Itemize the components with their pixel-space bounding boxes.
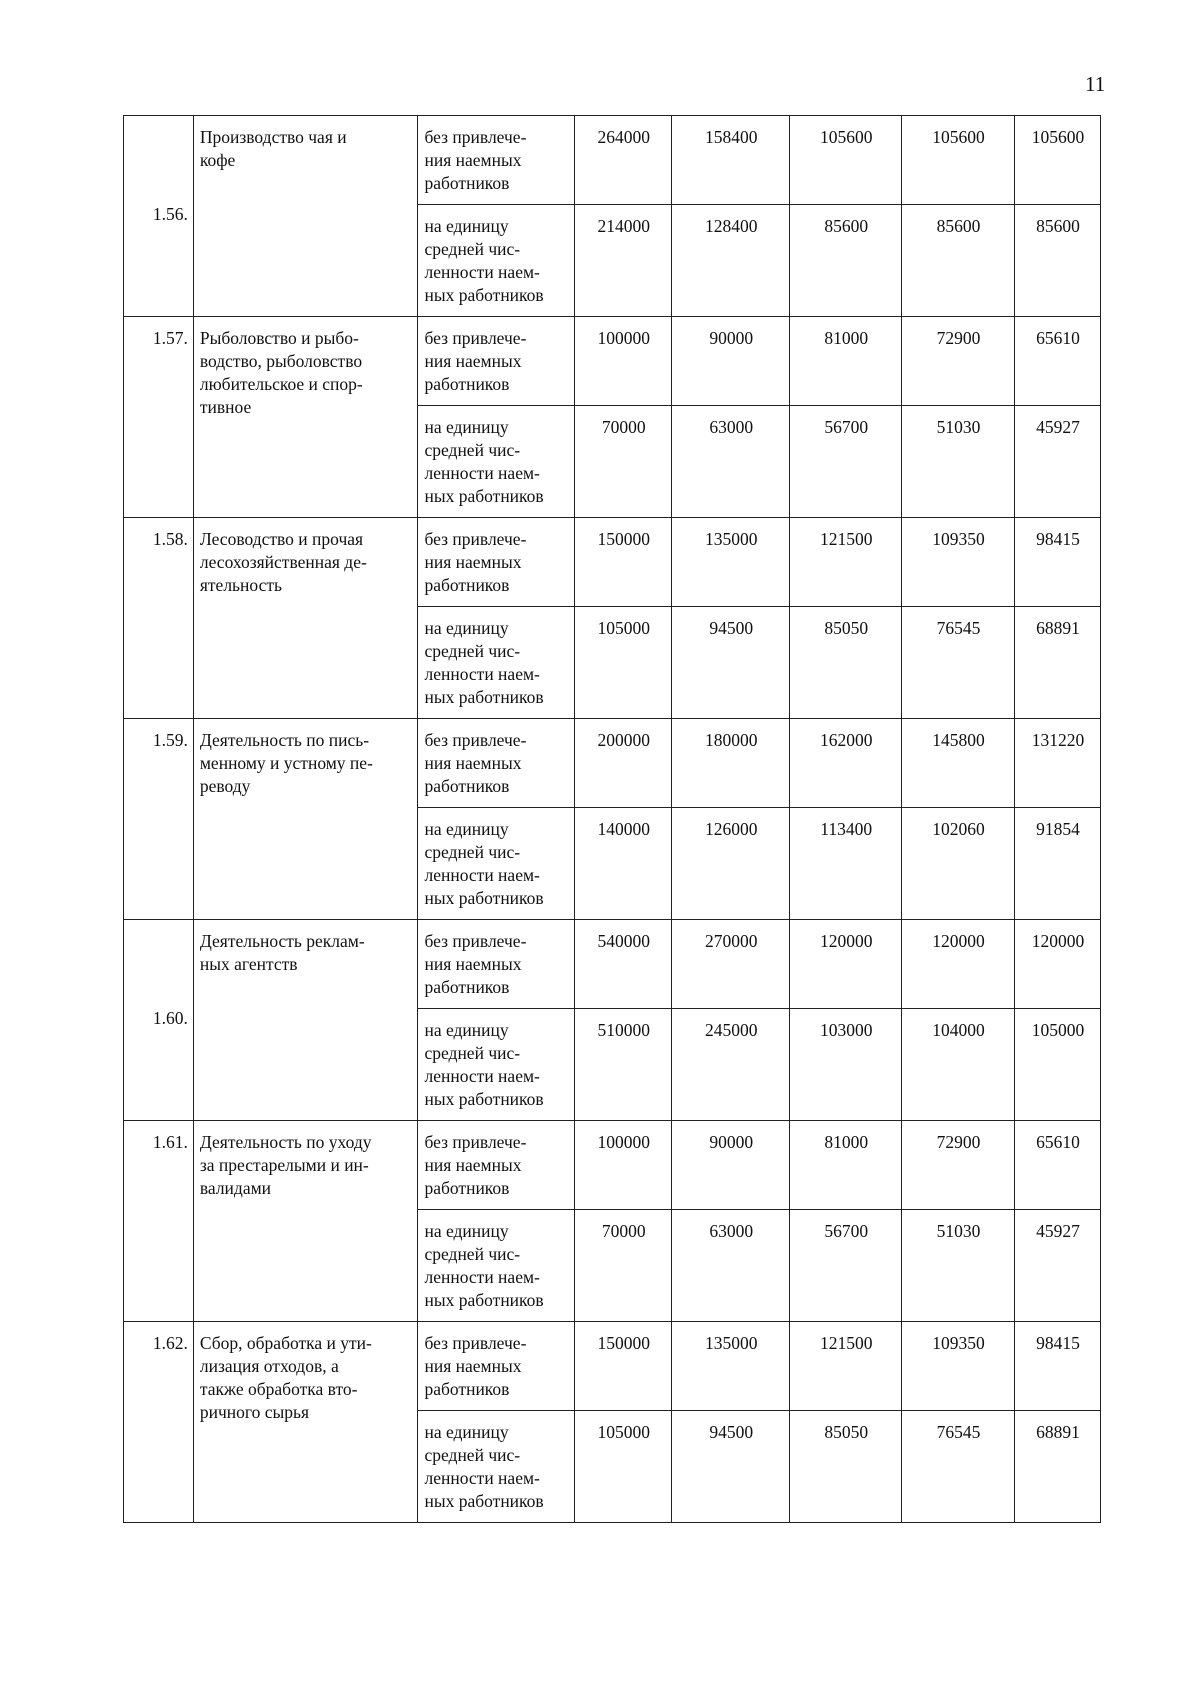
value-cell: 45927 <box>1014 1210 1100 1322</box>
row-code: 1.58. <box>124 518 194 719</box>
value-cell: 180000 <box>672 719 790 808</box>
condition-cell: на единицу средней чис- ленности наем- ных работников <box>418 205 575 317</box>
value-cell: 94500 <box>672 1411 790 1523</box>
value-cell: 270000 <box>672 920 790 1009</box>
activity-name: Деятельность по пись- менному и устному пе- реводу <box>193 719 418 920</box>
value-cell: 85600 <box>790 205 902 317</box>
value-cell: 56700 <box>790 1210 902 1322</box>
table-row <box>124 1121 1101 1210</box>
value-cell: 510000 <box>575 1009 672 1121</box>
value-cell: 70000 <box>575 406 672 518</box>
row-code: 1.60. <box>124 920 194 1121</box>
table-row <box>124 920 1101 1009</box>
activity-name: Рыболовство и рыбо- водство, рыболовство любительское и спор- тивное <box>193 317 418 518</box>
value-cell: 45927 <box>1014 406 1100 518</box>
value-cell: 102060 <box>902 808 1015 920</box>
page-number: 11 <box>1085 72 1106 96</box>
value-cell: 85600 <box>902 205 1015 317</box>
table-row <box>124 1322 1101 1411</box>
activity-name: Деятельность реклам- ных агентств <box>193 920 418 1121</box>
value-cell: 109350 <box>902 1322 1015 1411</box>
value-cell: 72900 <box>902 317 1015 406</box>
value-cell: 103000 <box>790 1009 902 1121</box>
value-cell: 131220 <box>1014 719 1100 808</box>
value-cell: 105600 <box>1014 116 1100 205</box>
value-cell: 51030 <box>902 1210 1015 1322</box>
value-cell: 105000 <box>575 607 672 719</box>
value-cell: 85050 <box>790 607 902 719</box>
value-cell: 145800 <box>902 719 1015 808</box>
value-cell: 98415 <box>1014 518 1100 607</box>
condition-cell: без привлече- ния наемных работников <box>418 920 575 1009</box>
condition-cell: на единицу средней чис- ленности наем- ных работников <box>418 1009 575 1121</box>
value-cell: 135000 <box>672 518 790 607</box>
row-code: 1.56. <box>124 116 194 317</box>
table-row <box>124 518 1101 607</box>
table-row <box>124 317 1101 406</box>
value-cell: 76545 <box>902 1411 1015 1523</box>
activity-name: Лесоводство и прочая лесохозяйственная де- ятельность <box>193 518 418 719</box>
value-cell: 70000 <box>575 1210 672 1322</box>
row-code: 1.57. <box>124 317 194 518</box>
tax-table <box>123 115 1101 1523</box>
condition-cell: на единицу средней чис- ленности наем- ных работников <box>418 808 575 920</box>
condition-cell: без привлече- ния наемных работников <box>418 719 575 808</box>
value-cell: 65610 <box>1014 1121 1100 1210</box>
value-cell: 126000 <box>672 808 790 920</box>
row-code: 1.62. <box>124 1322 194 1523</box>
condition-cell: на единицу средней чис- ленности наем- ных работников <box>418 607 575 719</box>
value-cell: 109350 <box>902 518 1015 607</box>
value-cell: 105000 <box>575 1411 672 1523</box>
value-cell: 214000 <box>575 205 672 317</box>
value-cell: 100000 <box>575 1121 672 1210</box>
value-cell: 72900 <box>902 1121 1015 1210</box>
value-cell: 150000 <box>575 1322 672 1411</box>
row-code: 1.61. <box>124 1121 194 1322</box>
value-cell: 63000 <box>672 1210 790 1322</box>
value-cell: 104000 <box>902 1009 1015 1121</box>
value-cell: 81000 <box>790 1121 902 1210</box>
value-cell: 105600 <box>790 116 902 205</box>
value-cell: 150000 <box>575 518 672 607</box>
value-cell: 120000 <box>1014 920 1100 1009</box>
value-cell: 81000 <box>790 317 902 406</box>
activity-name: Производство чая и кофе <box>193 116 418 317</box>
table-row <box>124 116 1101 205</box>
condition-cell: на единицу средней чис- ленности наем- ных работников <box>418 406 575 518</box>
row-code: 1.59. <box>124 719 194 920</box>
value-cell: 100000 <box>575 317 672 406</box>
condition-cell: без привлече- ния наемных работников <box>418 116 575 205</box>
value-cell: 135000 <box>672 1322 790 1411</box>
value-cell: 65610 <box>1014 317 1100 406</box>
value-cell: 264000 <box>575 116 672 205</box>
table-row <box>124 719 1101 808</box>
value-cell: 94500 <box>672 607 790 719</box>
value-cell: 56700 <box>790 406 902 518</box>
value-cell: 120000 <box>790 920 902 1009</box>
value-cell: 63000 <box>672 406 790 518</box>
value-cell: 51030 <box>902 406 1015 518</box>
value-cell: 200000 <box>575 719 672 808</box>
value-cell: 162000 <box>790 719 902 808</box>
value-cell: 98415 <box>1014 1322 1100 1411</box>
value-cell: 121500 <box>790 1322 902 1411</box>
value-cell: 113400 <box>790 808 902 920</box>
value-cell: 128400 <box>672 205 790 317</box>
condition-cell: на единицу средней чис- ленности наем- ных работников <box>418 1411 575 1523</box>
value-cell: 85050 <box>790 1411 902 1523</box>
condition-cell: без привлече- ния наемных работников <box>418 518 575 607</box>
value-cell: 68891 <box>1014 607 1100 719</box>
value-cell: 90000 <box>672 317 790 406</box>
value-cell: 76545 <box>902 607 1015 719</box>
value-cell: 140000 <box>575 808 672 920</box>
value-cell: 85600 <box>1014 205 1100 317</box>
value-cell: 90000 <box>672 1121 790 1210</box>
value-cell: 105600 <box>902 116 1015 205</box>
condition-cell: без привлече- ния наемных работников <box>418 1322 575 1411</box>
value-cell: 121500 <box>790 518 902 607</box>
condition-cell: без привлече- ния наемных работников <box>418 1121 575 1210</box>
activity-name: Деятельность по уходу за престарелыми и ин- валидами <box>193 1121 418 1322</box>
value-cell: 120000 <box>902 920 1015 1009</box>
value-cell: 245000 <box>672 1009 790 1121</box>
value-cell: 158400 <box>672 116 790 205</box>
value-cell: 68891 <box>1014 1411 1100 1523</box>
value-cell: 91854 <box>1014 808 1100 920</box>
condition-cell: на единицу средней чис- ленности наем- ных работников <box>418 1210 575 1322</box>
value-cell: 540000 <box>575 920 672 1009</box>
condition-cell: без привлече- ния наемных работников <box>418 317 575 406</box>
activity-name: Сбор, обработка и ути- лизация отходов, а также обработка вто- ричного сырья <box>193 1322 418 1523</box>
value-cell: 105000 <box>1014 1009 1100 1121</box>
